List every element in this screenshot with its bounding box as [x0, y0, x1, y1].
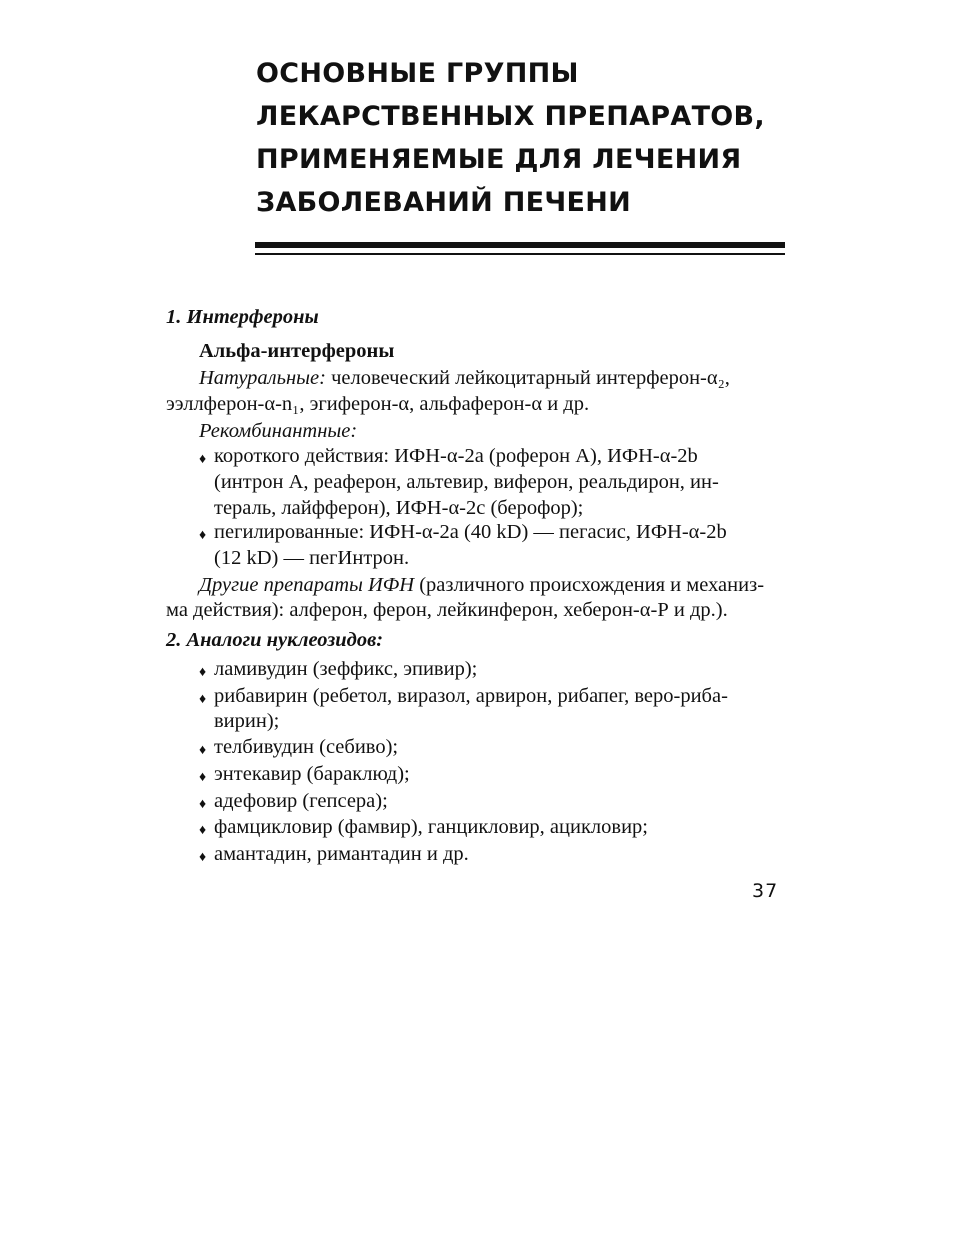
title-divider-thin [255, 253, 785, 255]
title-line: ЗАБОЛЕВАНИЙ ПЕЧЕНИ [256, 187, 632, 218]
list-item: ламивудин (зеффикс, эпивир); [214, 658, 478, 680]
natural-label: Натуральные: [199, 367, 326, 389]
bullet-icon: ♦ [199, 528, 207, 543]
list-item: фамцикловир (фамвир), ганцикловир, ацикловир; [214, 816, 649, 838]
bullet-icon: ♦ [199, 743, 207, 758]
pegylated-line: пегилированные: ИФН-α-2а (40 kD) — пегасис, ИФН-α-2b [214, 521, 727, 543]
title-line: ОСНОВНЫЕ ГРУППЫ [256, 58, 579, 89]
bullet-icon: ♦ [199, 692, 207, 707]
bullet-icon: ♦ [199, 797, 207, 812]
bullet-icon: ♦ [199, 770, 207, 785]
other-ifn-line [199, 572, 764, 598]
title-divider-thick [255, 242, 785, 248]
other-ifn-text-1: (различного происхождения и механиз- [414, 574, 765, 596]
natural-interferons-line [199, 365, 730, 391]
other-ifn-text-2: ма действия): алферон, ферон, лейкинферон, хеберон-α-Р и др.). [166, 599, 728, 621]
short-acting-line: (интрон А, реаферон, альтевир, виферон, реальдирон, ин- [214, 471, 719, 493]
other-ifn-label: Другие препараты ИФН [199, 574, 415, 596]
list-item: амантадин, римантадин и др. [214, 843, 469, 865]
bullet-icon: ♦ [199, 665, 207, 680]
pegylated-line: (12 kD) — пегИнтрон. [214, 547, 410, 569]
page-title [256, 52, 816, 224]
title-line: ПРИМЕНЯЕМЫЕ ДЛЯ ЛЕЧЕНИЯ [256, 144, 742, 175]
page-number: 37 [752, 880, 779, 902]
list-item: адефовир (гепсера); [214, 790, 388, 812]
section-2-heading: 2. Аналоги нуклеозидов: [166, 629, 384, 651]
natural-text-1: человеческий лейкоцитарный интерферон-α₂, [331, 367, 730, 389]
pegylated-item [214, 519, 727, 571]
title-line: ЛЕКАРСТВЕННЫХ ПРЕПАРАТОВ, [256, 101, 765, 132]
list-item: рибавирин (ребетол, виразол, арвирон, рибапег, веро-риба- [214, 685, 728, 707]
short-acting-line: короткого действия: ИФН-α-2а (роферон А), ИФН-α-2b [214, 445, 698, 467]
list-item: энтекавир (бараклюд); [214, 763, 410, 785]
short-acting-line: тераль, лайфферон), ИФН-α-2с (берофор); [214, 497, 584, 519]
bullet-icon: ♦ [199, 823, 207, 838]
recombinant-label: Рекомбинантные: [199, 420, 358, 442]
bullet-icon: ♦ [199, 850, 207, 865]
natural-text-2: ээллферон-α-n₁, эгиферон-α, альфаферон-α и др. [166, 393, 590, 415]
list-item: телбивудин (себиво); [214, 736, 399, 758]
section-1-heading: 1. Интерфероны [166, 306, 319, 328]
short-acting-item [214, 443, 719, 521]
alpha-interferons-subheading: Альфа-интерфероны [199, 340, 395, 362]
bullet-icon: ♦ [199, 452, 207, 467]
list-item-continuation: вирин); [214, 710, 280, 732]
